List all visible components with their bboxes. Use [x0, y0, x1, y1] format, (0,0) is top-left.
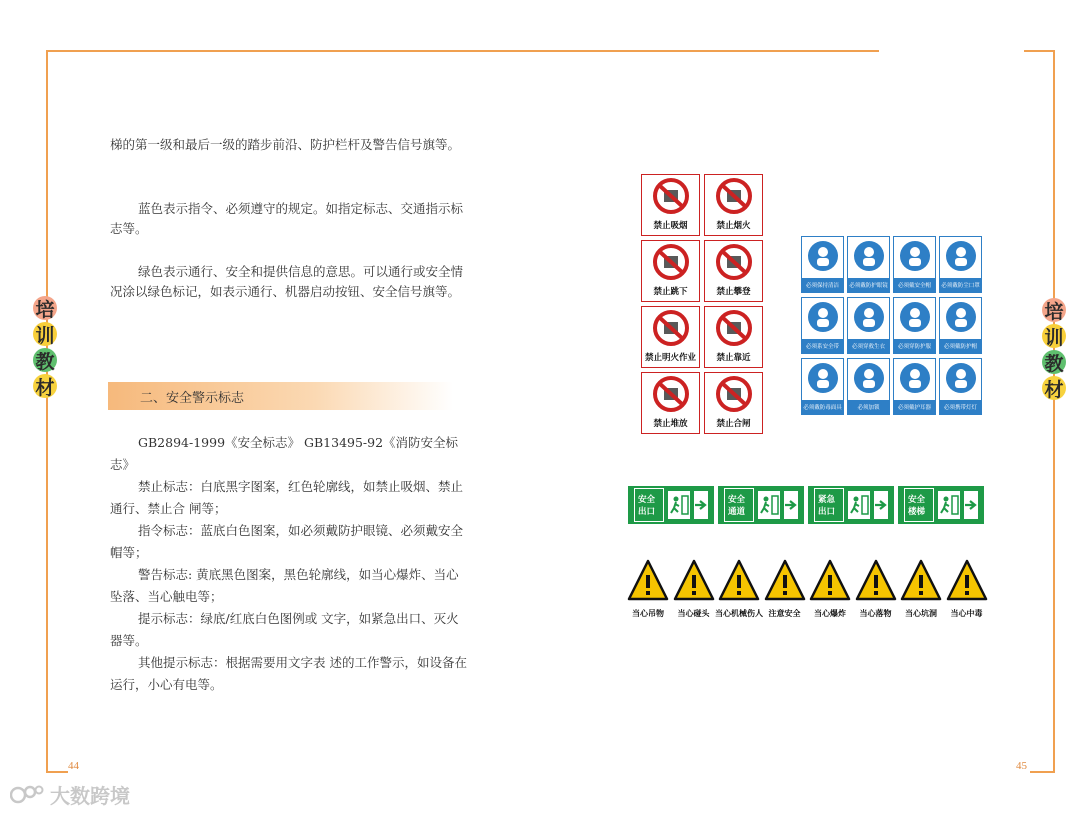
mandatory-symbol-icon: [898, 239, 932, 273]
side-tag-char: 培: [33, 296, 57, 320]
warning-triangle-icon: [764, 558, 806, 602]
mandatory-sign: [847, 297, 890, 354]
right-frame-top: [1024, 50, 1055, 52]
mandatory-symbol-icon: [944, 300, 978, 334]
mandatory-symbol-icon: [852, 239, 886, 273]
sign-standards-text: [110, 432, 470, 696]
mandatory-symbol-icon: [806, 300, 840, 334]
prohibition-sign: [704, 174, 763, 236]
page-number-left: 44: [68, 760, 79, 772]
warning-sign-label: 当心机械伤人: [715, 609, 763, 618]
mandatory-sign: [893, 358, 936, 415]
prohibition-sign: [641, 240, 700, 302]
body-line: GB2894-1999《安全标志》 GB13495-92《消防安全标志》: [110, 435, 459, 472]
arrow-right-icon: [784, 491, 798, 519]
prohibition-sign-label: 禁止吸烟: [653, 221, 688, 231]
warning-sign-label: 注意安全: [768, 609, 801, 618]
mandatory-sign: [939, 358, 982, 415]
warning-sign: [856, 558, 896, 619]
prohibition-symbol-icon: [651, 176, 691, 216]
mandatory-sign: [847, 358, 890, 415]
exit-sign-label: 紧急出口: [814, 488, 844, 522]
prohibition-sign-label: 禁止堆放: [653, 419, 688, 429]
mandatory-sign: [801, 297, 844, 354]
mandatory-symbol-icon: [806, 361, 840, 395]
running-person-icon: [758, 491, 780, 519]
mandatory-symbol-icon: [944, 239, 978, 273]
left-frame-bottom: [46, 771, 68, 773]
watermark-logo-icon: [10, 784, 44, 806]
side-tag-char: 训: [1042, 324, 1066, 348]
warning-sign-label: 当心爆炸: [814, 609, 846, 618]
paragraph-green: 绿色表示通行、安全和提供信息的意思。可以通行或安全情况涂以绿色标记，如表示通行、机器启动按钮、安全信号旗等。: [110, 264, 464, 299]
prohibition-sign: [641, 174, 700, 236]
side-tag-right: [1042, 298, 1066, 400]
prohibition-symbol-icon: [651, 242, 691, 282]
mandatory-symbol-icon: [898, 361, 932, 395]
side-tag-char: 材: [33, 374, 57, 398]
warning-triangle-icon: [718, 558, 760, 602]
left-frame-top: [46, 50, 879, 52]
side-tag-char: 培: [1042, 298, 1066, 322]
mandatory-sign: [939, 297, 982, 354]
warning-sign: [674, 558, 714, 619]
warning-triangle-icon: [946, 558, 988, 602]
body-line: 指令标志：蓝底白色图案，如必须戴防护眼镜、必须戴安全帽等；: [110, 523, 464, 560]
warning-sign-label: 当心中毒: [950, 609, 983, 618]
mandatory-sign-label: 必须戴防尘口罩: [940, 278, 981, 292]
running-person-icon: [668, 491, 690, 519]
side-tag-char: 材: [1042, 376, 1066, 400]
prohibition-symbol-icon: [714, 308, 754, 348]
prohibition-symbol-icon: [714, 242, 754, 282]
body-line: 警告标志: 黄底黑色图案，黑色轮廓线，如当心爆炸、当心坠落、当心触电等；: [110, 567, 459, 604]
prohibition-sign: [704, 372, 763, 434]
mandatory-sign-label: 必须系安全带: [802, 339, 843, 353]
watermark-text: 大数跨境: [50, 784, 130, 808]
right-frame-right: [1053, 50, 1055, 773]
mandatory-sign-label: 必须加锁: [848, 400, 889, 414]
mandatory-symbol-icon: [944, 361, 978, 395]
mandatory-symbol-icon: [852, 361, 886, 395]
prohibition-symbol-icon: [651, 374, 691, 414]
mandatory-sign-label: 必须穿救生衣: [848, 339, 889, 353]
mandatory-sign: [893, 297, 936, 354]
body-line: 禁止标志：白底黑字图案，红色轮廓线，如禁止吸烟、禁止通行、禁止合 闸等；: [110, 479, 464, 516]
exit-sign: [628, 486, 714, 524]
exit-sign-label: 安全通道: [724, 488, 754, 522]
body-line: 提示标志：绿底/红底白色图例或 文字，如紧急出口、灭火器等。: [110, 611, 459, 648]
side-tag-char: 教: [1042, 350, 1066, 374]
prohibition-sign: [704, 240, 763, 302]
mandatory-sign-label: 必须戴防护帽: [940, 339, 981, 353]
right-frame-bottom: [1030, 771, 1055, 773]
exit-sign: [718, 486, 804, 524]
running-person-icon: [848, 491, 870, 519]
side-tag-char: 训: [33, 322, 57, 346]
arrow-right-icon: [694, 491, 708, 519]
warning-sign-label: 当心坑洞: [905, 609, 937, 618]
exit-sign-label: 安全楼梯: [904, 488, 934, 522]
mandatory-sign: [893, 236, 936, 293]
mandatory-symbol-icon: [898, 300, 932, 334]
warning-sign: [715, 558, 763, 619]
page-number-right: 45: [1016, 760, 1027, 772]
prohibition-sign-label: 禁止攀登: [716, 287, 751, 297]
mandatory-sign-label: 必须戴防毒面具: [802, 400, 843, 414]
prohibition-sign-label: 禁止烟火: [716, 221, 751, 231]
side-tag-left: [33, 296, 57, 398]
mandatory-sign-label: 必须穿防护服: [894, 339, 935, 353]
mandatory-sign-label: 必须保持清洁: [802, 278, 843, 292]
body-line: 其他提示标志：根据需要用文字表 述的工作警示，如设备在运行，小心有电等。: [110, 655, 467, 692]
exit-sign: [808, 486, 894, 524]
mandatory-symbol-icon: [806, 239, 840, 273]
warning-sign: [947, 558, 987, 619]
mandatory-sign: [939, 236, 982, 293]
warning-sign: [628, 558, 668, 619]
mandatory-sign-label: 必须戴防护眼镜: [848, 278, 889, 292]
prohibition-sign-label: 禁止靠近: [716, 353, 751, 363]
side-tag-char: 教: [33, 348, 57, 372]
warning-triangle-icon: [900, 558, 942, 602]
running-person-icon: [938, 491, 960, 519]
warning-triangle-icon: [809, 558, 851, 602]
prohibition-symbol-icon: [714, 176, 754, 216]
mandatory-sign: [847, 236, 890, 293]
exit-sign: [898, 486, 984, 524]
warning-sign-label: 当心落物: [859, 609, 892, 618]
prohibition-sign-label: 禁止明火作业: [644, 353, 696, 363]
arrow-right-icon: [874, 491, 888, 519]
section-title: 二、安全警示标志: [140, 391, 245, 406]
watermark: [10, 780, 130, 809]
warning-sign-label: 当心碰头: [677, 609, 710, 618]
paragraph-yellow-end: 梯的第一级和最后一级的踏步前沿、防护栏杆及警告信号旗等。: [110, 137, 461, 152]
prohibition-sign: [641, 306, 700, 368]
prohibition-symbol-icon: [714, 374, 754, 414]
warning-sign-label: 当心吊物: [632, 609, 664, 618]
prohibition-sign: [641, 372, 700, 434]
prohibition-sign: [704, 306, 763, 368]
warning-sign: [765, 558, 805, 619]
arrow-right-icon: [964, 491, 978, 519]
warning-triangle-icon: [855, 558, 897, 602]
prohibition-sign-label: 禁止合闸: [716, 419, 751, 429]
warning-sign: [810, 558, 850, 619]
exit-sign-label: 安全出口: [634, 488, 664, 522]
left-frame-left: [46, 50, 48, 773]
warning-triangle-icon: [673, 558, 715, 602]
warning-triangle-icon: [627, 558, 669, 602]
mandatory-sign: [801, 358, 844, 415]
mandatory-symbol-icon: [852, 300, 886, 334]
prohibition-symbol-icon: [651, 308, 691, 348]
paragraph-blue: 蓝色表示指令、必须遵守的规定。如指定标志、交通指示标志等。: [110, 201, 464, 236]
mandatory-sign-label: 必须戴安全帽: [894, 278, 935, 292]
mandatory-sign-label: 必须戴护耳器: [894, 400, 935, 414]
prohibition-sign-label: 禁止跳下: [653, 287, 688, 297]
warning-sign: [901, 558, 941, 619]
mandatory-sign: [801, 236, 844, 293]
mandatory-sign-label: 必须携带灯灯: [940, 400, 981, 414]
